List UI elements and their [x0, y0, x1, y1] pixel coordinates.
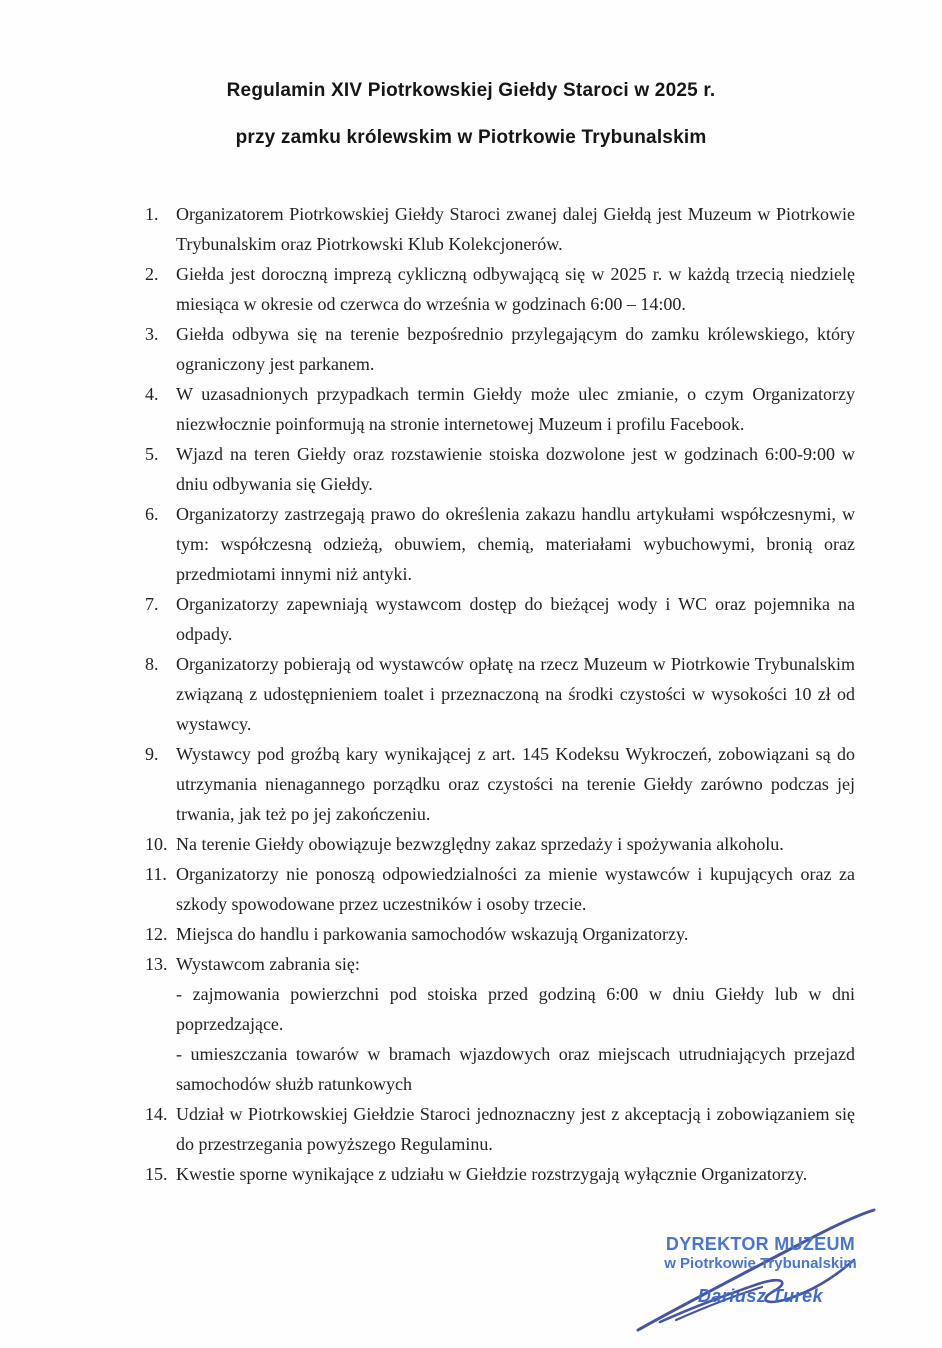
list-item	[145, 199, 855, 259]
stamp-title: DYREKTOR MUZEUM	[665, 1234, 856, 1254]
item-number: 9.	[145, 744, 159, 764]
document-subtitle: przy zamku królewskim w Piotrkowie Trybunalskim	[235, 127, 707, 148]
signature-stamp	[658, 1234, 863, 1307]
item-text: Organizatorzy zastrzegają prawo do określenia zakazu handlu artykułami współczesnymi, w tym: współczesną odzieżą, obuwiem, chemią, materiałami wybuchowymi, bronią oraz przedmiotami innymi niż antyki.	[176, 504, 855, 584]
list-item	[145, 499, 855, 589]
list-item	[145, 589, 855, 649]
item-number: 7.	[145, 594, 159, 614]
list-item	[145, 319, 855, 379]
item-text: Organizatorem Piotrkowskiej Giełdy Staroci zwanej dalej Giełdą jest Muzeum w Piotrkowie Trybunalskim oraz Piotrkowski Klub Kolekcjonerów.	[176, 204, 855, 254]
item-number: 12.	[145, 924, 168, 944]
item-number: 14.	[145, 1104, 168, 1124]
item-number: 10.	[145, 834, 168, 854]
item-number: 2.	[145, 264, 159, 284]
list-item	[145, 859, 855, 919]
item-text: Giełda odbywa się na terenie bezpośrednio przylegającym do zamku królewskiego, który ograniczony jest parkanem.	[176, 324, 855, 374]
item-number: 11.	[145, 864, 167, 884]
item-text: W uzasadnionych przypadkach termin Giełdy może ulec zmianie, o czym Organizatorzy niezwłocznie poinformują na stronie internetowej Muzeum i profilu Facebook.	[176, 384, 855, 434]
item-text: Giełda jest doroczną imprezą cykliczną odbywającą się w 2025 r. w każdą trzecią niedzielę miesiąca w okresie od czerwca do września w godzinach 6:00 – 14:00.	[176, 264, 855, 314]
item-number: 8.	[145, 654, 159, 674]
item-text: Miejsca do handlu i parkowania samochodów wskazują Organizatorzy.	[176, 924, 689, 944]
item-number: 1.	[145, 204, 159, 224]
list-item	[145, 1099, 855, 1159]
item-text: Organizatorzy nie ponoszą odpowiedzialności za mienie wystawców i kupujących oraz za szkody spowodowane przez uczestników i osoby trzecie.	[176, 864, 855, 914]
item-text: Organizatorzy pobierają od wystawców opłatę na rzecz Muzeum w Piotrkowie Trybunalskim związaną z udostępnieniem toalet i przeznaczoną na środki czystości w wysokości 10 zł od wystawcy.	[176, 654, 855, 734]
list-item	[145, 919, 855, 949]
item-text: Wystawcy pod groźbą kary wynikającej z art. 145 Kodeksu Wykroczeń, zobowiązani są do utrzymania nienagannego porządku oraz czystości na terenie Giełdy zarówno podczas jej trwania, jak też po jej zakończeniu.	[176, 744, 855, 824]
item-text: Na terenie Giełdy obowiązuje bezwzględny zakaz sprzedaży i spożywania alkoholu.	[176, 834, 784, 854]
list-item	[145, 259, 855, 319]
list-item	[145, 379, 855, 439]
list-item	[145, 829, 855, 859]
item-number: 15.	[145, 1164, 168, 1184]
item-text: Wystawcom zabrania się: - zajmowania powierzchni pod stoiska przed godziną 6:00 w dniu Giełdy lub w dni poprzedzające. - umieszczania towarów w bramach wjazdowych oraz miejscach utrudniających przejazd samochodów służb ratunkowych	[176, 949, 855, 1099]
item-text: Udział w Piotrkowskiej Giełdzie Staroci jednoznaczny jest z akceptacją i zobowiązaniem się do przestrzegania powyższego Regulaminu.	[176, 1104, 855, 1154]
stamp-location: w Piotrkowie Trybunalskim	[664, 1254, 857, 1272]
list-item	[145, 1159, 855, 1189]
document-header	[0, 80, 942, 174]
item-number: 5.	[145, 444, 159, 464]
list-item	[145, 949, 855, 1099]
sub-item: - zajmowania powierzchni pod stoiska przed godziną 6:00 w dniu Giełdy lub w dni poprzedzające.	[176, 984, 855, 1034]
item-text: Kwestie sporne wynikające z udziału w Giełdzie rozstrzygają wyłącznie Organizatorzy.	[176, 1164, 808, 1184]
list-item	[145, 649, 855, 739]
list-item	[145, 739, 855, 829]
sub-item: - umieszczania towarów w bramach wjazdowych oraz miejscach utrudniających przejazd samochodów służb ratunkowych	[176, 1044, 855, 1094]
item-number: 3.	[145, 324, 159, 344]
regulations-list	[145, 199, 855, 1189]
list-item	[145, 439, 855, 499]
item-text: Wjazd na teren Giełdy oraz rozstawienie stoiska dozwolone jest w godzinach 6:00-9:00 w dniu odbywania się Giełdy.	[176, 444, 855, 494]
item-text: Organizatorzy zapewniają wystawcom dostęp do bieżącej wody i WC oraz pojemnika na odpady.	[176, 594, 855, 644]
document-title: Regulamin XIV Piotrkowskiej Giełdy Staroci w 2025 r.	[226, 80, 716, 101]
stamp-director-name: Dariusz Turek	[697, 1285, 824, 1306]
item-number: 4.	[145, 384, 159, 404]
item-number: 6.	[145, 504, 159, 524]
item-number: 13.	[145, 954, 168, 974]
